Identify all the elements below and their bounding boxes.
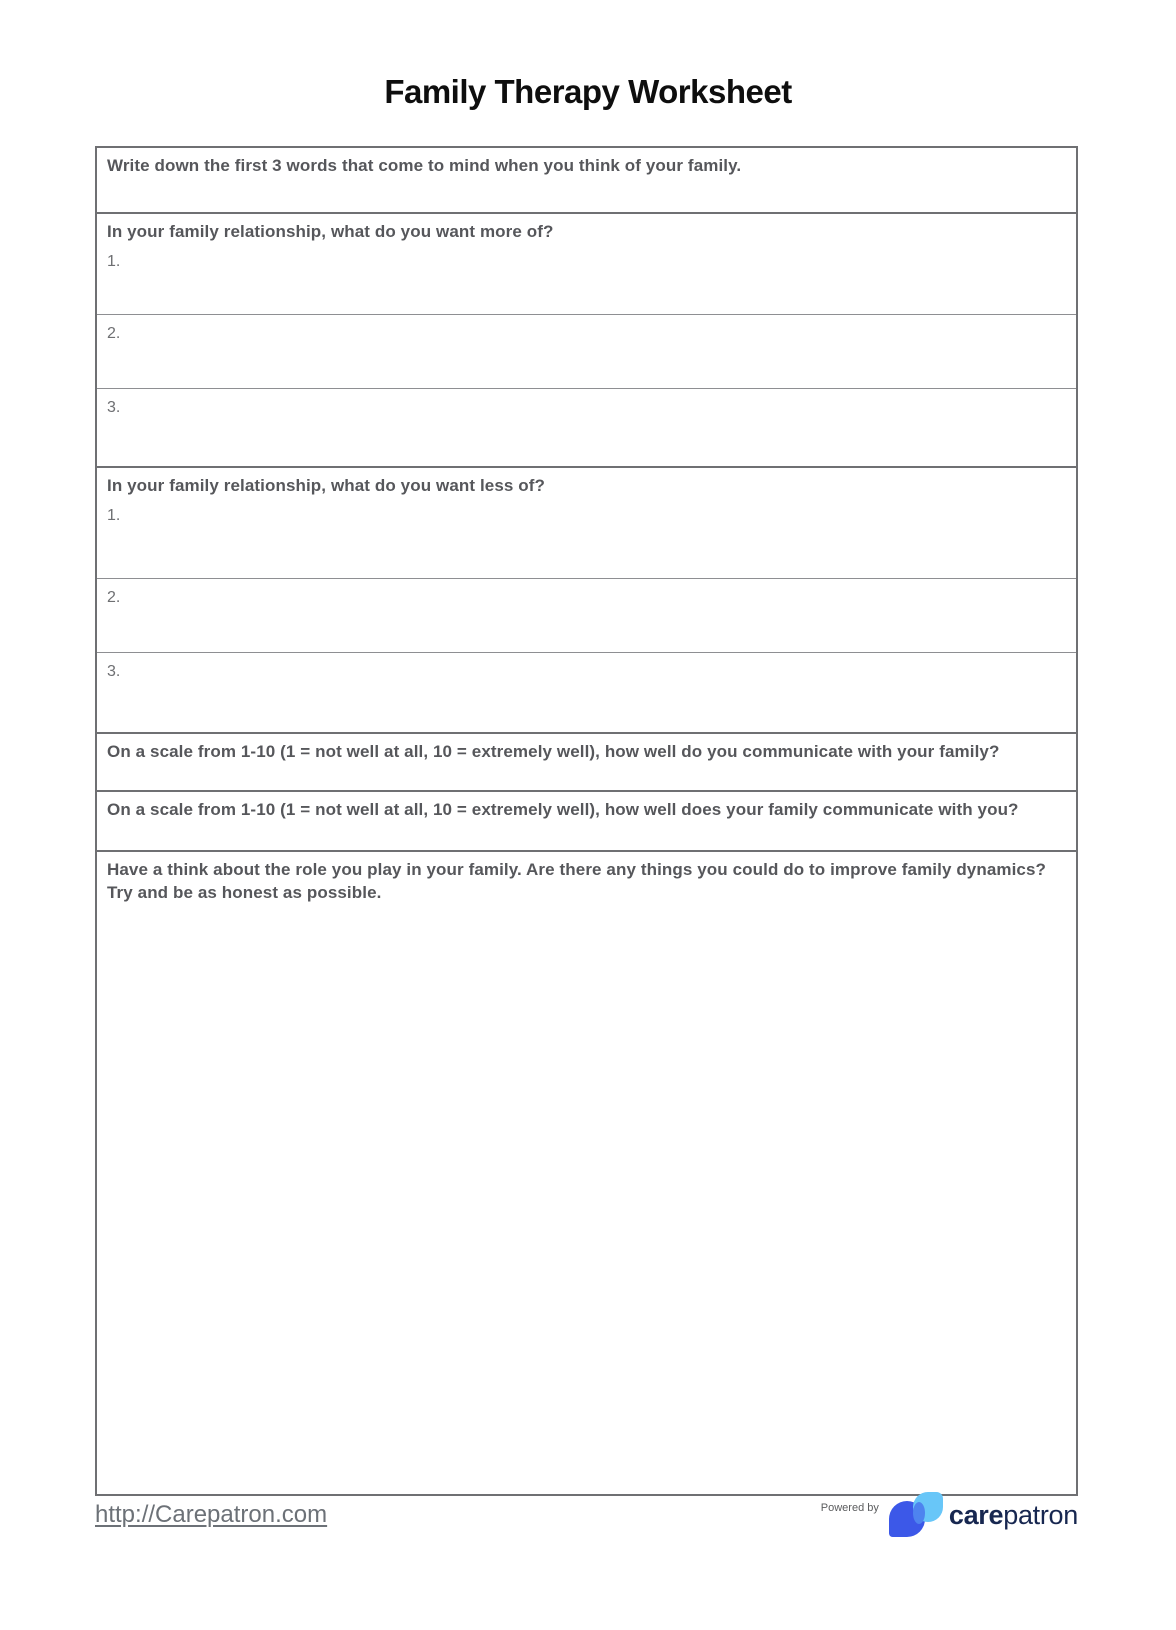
cell-want-less-3: [97, 652, 1076, 732]
item-number: 3.: [107, 663, 121, 680]
section-want-more: [97, 212, 1076, 466]
powered-by-block: [821, 1492, 1078, 1538]
page-title: Family Therapy Worksheet: [384, 73, 792, 110]
section-first-3-words: [97, 148, 1076, 212]
cell-want-more-1: [97, 214, 1076, 314]
question-want-more: In your family relationship, what do you want more of?: [107, 222, 554, 241]
cell-communicate-with-family: [97, 734, 1076, 790]
question-first-3-words: Write down the first 3 words that come to mind when you think of your family.: [107, 156, 742, 175]
section-communicate-with-family: [97, 732, 1076, 790]
answer-area-role-reflection[interactable]: [107, 905, 1064, 1488]
answer-area-want-more-1[interactable]: [107, 271, 1064, 308]
cell-want-less-1: [97, 468, 1076, 578]
worksheet-table: [95, 146, 1078, 1496]
question-family-communicate-with-you: On a scale from 1-10 (1 = not well at all, 10 = extremely well), how well does your family communicate with you?: [107, 800, 1019, 819]
item-number: 1.: [107, 506, 121, 524]
section-role-reflection: [97, 850, 1076, 1494]
answer-area-family-communicate-with-you[interactable]: [107, 822, 1064, 844]
answer-area-want-more-2[interactable]: [107, 343, 1064, 382]
wordmark-patron: patron: [1003, 1499, 1078, 1530]
cell-want-less-2: [97, 578, 1076, 652]
cell-first-3-words: [97, 148, 1076, 212]
section-family-communicate-with-you: [97, 790, 1076, 850]
answer-area-first-3-words[interactable]: [107, 178, 1064, 206]
page-footer: [95, 1492, 1078, 1538]
section-want-less: [97, 466, 1076, 732]
logo-bubble-overlap: [913, 1502, 925, 1524]
cell-role-reflection: [97, 852, 1076, 1494]
item-number: 3.: [107, 399, 121, 416]
carepatron-wordmark: [948, 1499, 1078, 1530]
cell-want-more-3: [97, 388, 1076, 466]
cell-family-communicate-with-you: [97, 792, 1076, 850]
answer-area-communicate-with-family[interactable]: [107, 764, 1064, 784]
question-communicate-with-family: On a scale from 1-10 (1 = not well at all, 10 = extremely well), how well do you communicate with your family?: [107, 742, 1000, 761]
answer-area-want-less-3[interactable]: [107, 681, 1064, 726]
answer-area-want-less-2[interactable]: [107, 607, 1064, 646]
item-number: 2.: [107, 589, 121, 606]
carepatron-link[interactable]: http://Carepatron.com: [95, 1501, 328, 1528]
answer-area-want-less-1[interactable]: [107, 525, 1064, 572]
item-number: 1.: [107, 252, 121, 270]
carepatron-logo-icon: [889, 1492, 943, 1538]
wordmark-care: care: [948, 1499, 1004, 1530]
question-want-less: In your family relationship, what do you want less of?: [107, 476, 546, 495]
answer-area-want-more-3[interactable]: [107, 417, 1064, 460]
powered-by-label: Powered by: [820, 1502, 879, 1514]
item-number: 2.: [107, 325, 121, 342]
question-role-reflection: Have a think about the role you play in your family. Are there any things you could do to improve family dynamics? Try and be as honest as possible.: [107, 860, 1047, 902]
cell-want-more-2: [97, 314, 1076, 388]
